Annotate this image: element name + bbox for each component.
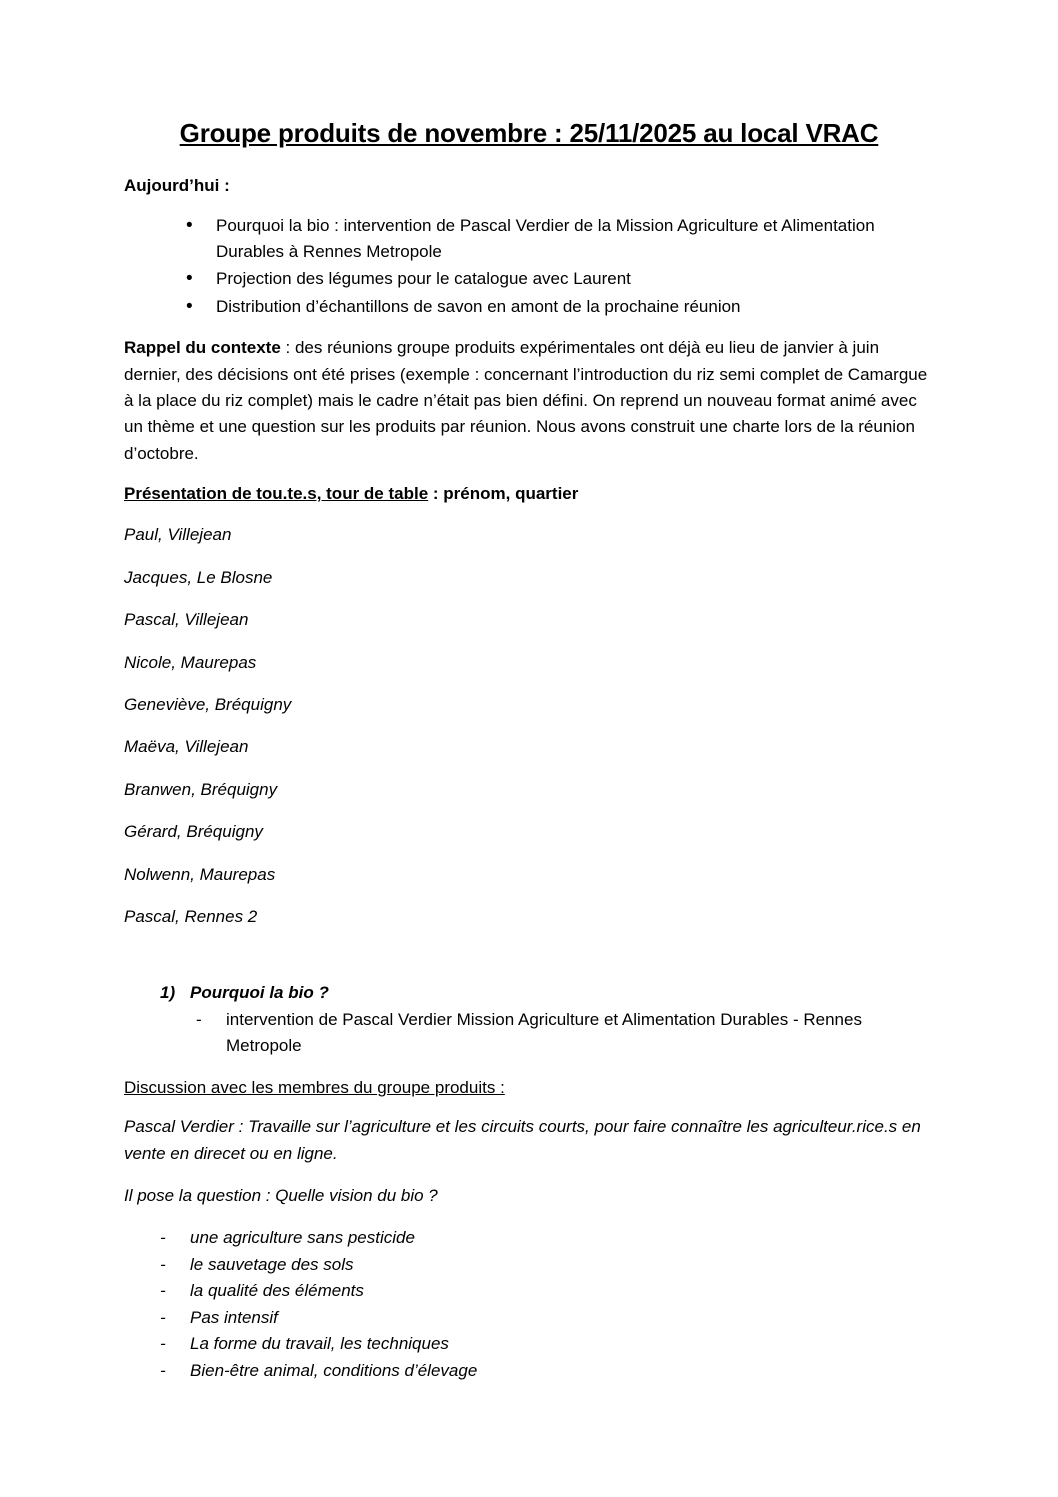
list-item: - Pas intensif <box>160 1305 934 1331</box>
question-paragraph: Il pose la question : Quelle vision du bio ? <box>124 1186 438 1205</box>
presentation-label: Présentation de tou.te.s, tour de table <box>124 484 429 504</box>
list-item: Jacques, Le Blosne <box>124 567 273 587</box>
today-heading: Aujourd’hui : <box>124 176 230 195</box>
list-item: Nicole, Maurepas <box>124 652 257 672</box>
list-item: Paul, Villejean <box>124 525 232 545</box>
page-title: Groupe produits de novembre : 25/11/2025 au local VRAC <box>179 118 879 148</box>
list-item: • Distribution d’échantillons de savon en amont de la prochaine réunion <box>186 294 934 320</box>
list-item: - intervention de Pascal Verdier Mission Agriculture et Alimentation Durables - Rennes Metropole <box>196 1007 934 1058</box>
list-item: • Pourquoi la bio : intervention de Pascal Verdier de la Mission Agriculture et Alimentation Durables à Rennes Metropole <box>186 213 934 264</box>
vision-list <box>124 1225 934 1383</box>
presentation-suffix: : prénom, quartier <box>428 484 579 504</box>
section-1-dash-list <box>160 1007 934 1058</box>
list-item: Geneviève, Bréquigny <box>124 694 292 714</box>
list-item: Gérard, Bréquigny <box>124 822 263 842</box>
today-list <box>124 213 934 319</box>
section-1-title: Pourquoi la bio ? <box>190 983 329 1003</box>
list-item: - une agriculture sans pesticide <box>160 1225 934 1251</box>
context-label: Rappel du contexte <box>124 338 281 358</box>
list-item: - Bien-être animal, conditions d’élevage <box>160 1358 934 1384</box>
presentation-heading <box>124 481 934 507</box>
list-item: Branwen, Bréquigny <box>124 779 278 799</box>
context-text: : des réunions groupe produits expérimentales ont déjà eu lieu de janvier à juin dernier, des décisions ont été prises (exemple : concernant l’introduction du riz semi complet de Camargue à la place du riz complet) mais le cadre n’était pas bien défini. On reprend un nouveau format animé avec un thème et une question sur les produits par réunion. Nous avons construit une charte lors de la réunion d’octobre. <box>124 338 928 463</box>
list-item: Maëva, Villejean <box>124 737 249 757</box>
list-item: Pascal, Rennes 2 <box>124 906 258 926</box>
section-1-heading <box>160 983 934 1003</box>
list-item: Pascal, Villejean <box>124 610 249 630</box>
list-item: - le sauvetage des sols <box>160 1252 934 1278</box>
list-item: - la qualité des éléments <box>160 1278 934 1304</box>
list-item: • Projection des légumes pour le catalogue avec Laurent <box>186 266 934 292</box>
participants-list <box>124 525 934 927</box>
section-1 <box>124 983 934 1058</box>
list-item: - La forme du travail, les techniques <box>160 1331 934 1357</box>
context-paragraph <box>124 335 934 467</box>
section-1-number: 1) <box>160 983 176 1003</box>
discussion-heading-text: Discussion avec les membres du groupe produits : <box>124 1078 505 1098</box>
verdier-paragraph: Pascal Verdier : Travaille sur l’agriculture et les circuits courts, pour faire connaître les agriculteur.rice.s en vente en direcet ou en ligne. <box>124 1117 921 1163</box>
list-item: Nolwenn, Maurepas <box>124 864 276 884</box>
discussion-heading <box>124 1078 934 1098</box>
